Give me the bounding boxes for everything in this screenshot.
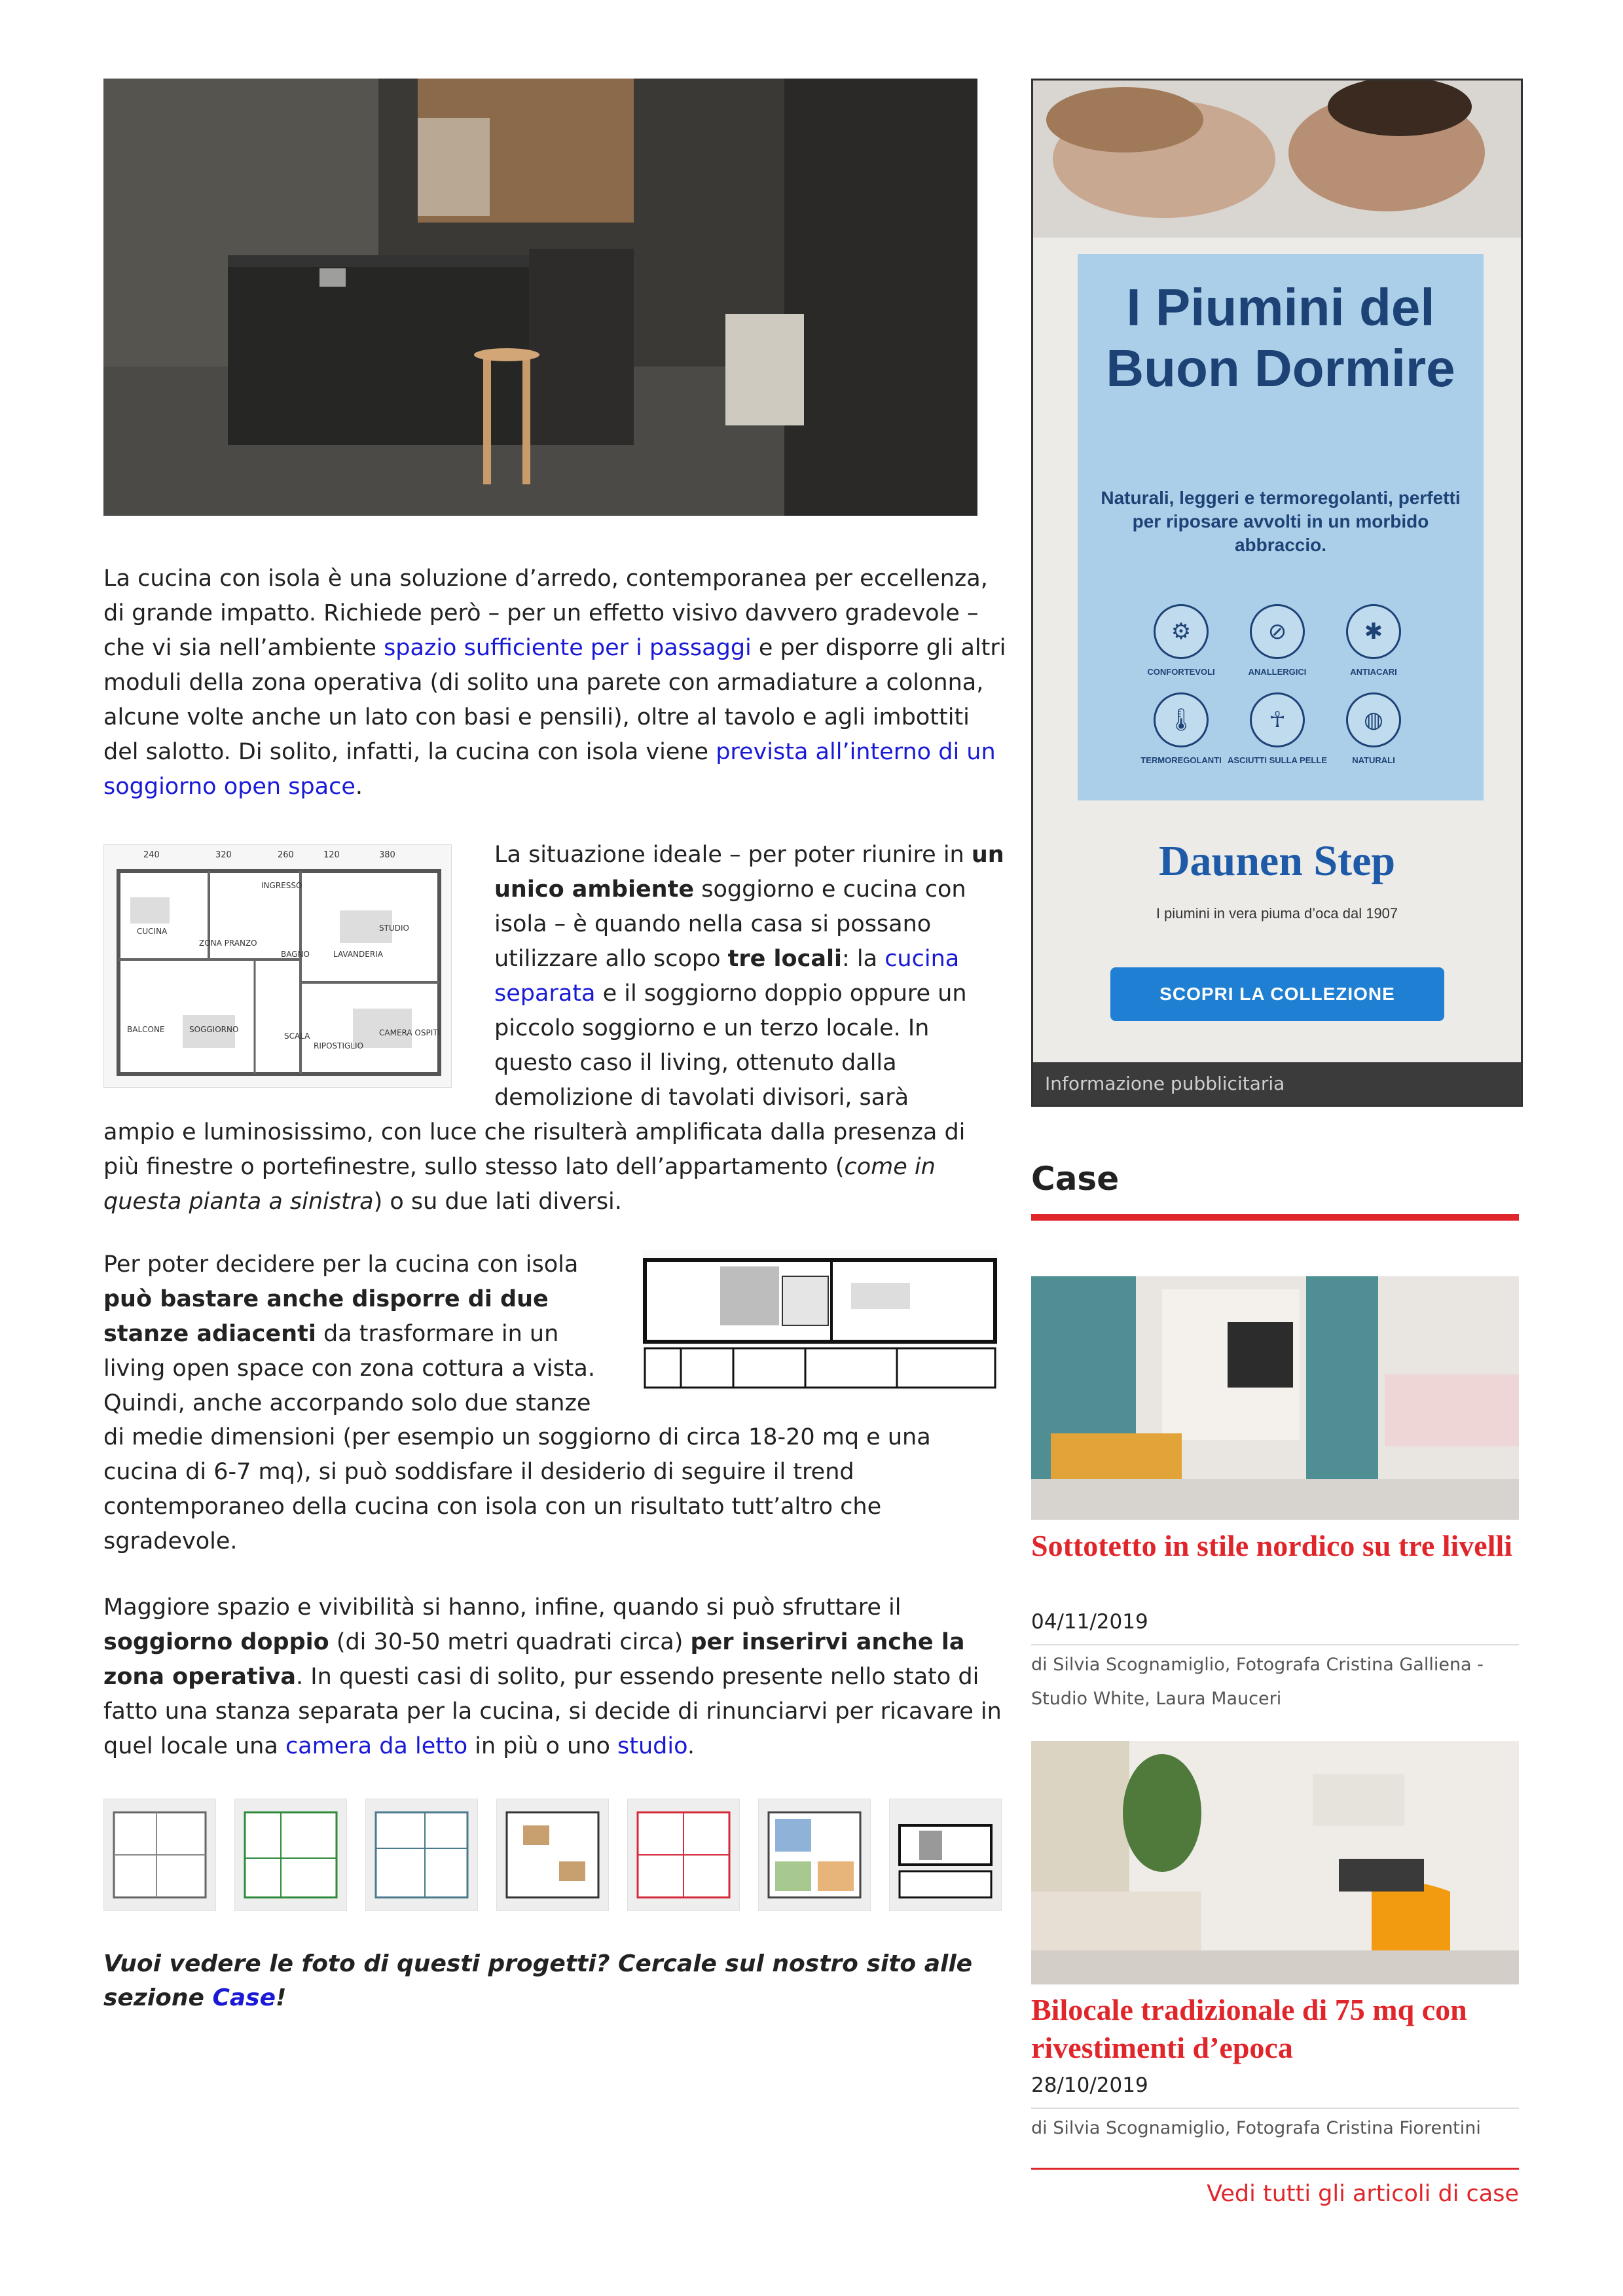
- plan-dim-2: 320: [215, 850, 232, 860]
- plan-label-scala: SCALA: [284, 1031, 310, 1041]
- cta-case-section: [103, 1947, 1007, 2015]
- card-2-divider: [1031, 2108, 1519, 2109]
- plan-label-balcone: BALCONE: [127, 1025, 165, 1034]
- person-icon: ☥: [1250, 692, 1305, 747]
- card-2-image[interactable]: [1031, 1741, 1519, 1984]
- kitchen-illustration: [103, 79, 977, 516]
- paragraph-4-text-e: .: [687, 1733, 695, 1759]
- link-spazio-passaggi[interactable]: spazio sufficiente per i passaggi: [384, 635, 752, 661]
- link-soggiorno-open-space[interactable]: prevista all’interno di un soggiorno open space: [103, 739, 996, 800]
- ad-feature-1: [1129, 604, 1233, 677]
- plan-label-zona-pranzo: ZONA PRANZO: [199, 939, 257, 948]
- ad-feature-6: [1321, 692, 1426, 766]
- plan-dim-3: 260: [278, 850, 294, 860]
- plan-dim-1: 240: [143, 850, 160, 860]
- ad-feature-label: ANALLERGICI: [1248, 667, 1307, 677]
- section-divider: [1031, 1214, 1519, 1221]
- ad-feature-label: NATURALI: [1352, 755, 1395, 765]
- gallery-thumb-1[interactable]: [103, 1799, 216, 1911]
- gear-icon: ⚙: [1154, 604, 1209, 659]
- ad-title: I Piumini del Buon Dormire: [1106, 278, 1455, 397]
- scopri-collezione-button[interactable]: SCOPRI LA COLLEZIONE: [1110, 967, 1444, 1021]
- paragraph-2-text-f: ) o su due lati diversi.: [373, 1189, 622, 1215]
- hero-kitchen-image: [103, 79, 977, 516]
- paragraph-3: [103, 1247, 621, 1421]
- ad-feature-3: [1321, 604, 1426, 677]
- plan-label-studio: STUDIO: [379, 924, 409, 933]
- cta-text-b: !: [276, 1984, 287, 2011]
- link-camera-da-letto[interactable]: camera da letto: [285, 1733, 468, 1759]
- card-1-image[interactable]: [1031, 1276, 1519, 1520]
- paragraph-3-text-b: da trasformare in un living open space con zona cottura a vista. Quindi, anche accorpando solo due stanze: [103, 1321, 595, 1416]
- plan-label-cucina: CUCINA: [137, 927, 168, 936]
- card-2-date: 28/10/2019: [1031, 2073, 1148, 2097]
- ad-feature-label: ASCIUTTI SULLA PELLE: [1228, 755, 1327, 765]
- card-2-byline: di Silvia Scognamiglio, Fotografa Cristina Fiorentini: [1031, 2118, 1481, 2138]
- plan-label-ripostiglio: RIPOSTIGLIO: [314, 1041, 364, 1050]
- paragraph-4-text-d: in più o uno: [467, 1733, 617, 1759]
- paragraph-3-text-a: Per poter decidere per la cucina con isola: [103, 1251, 579, 1278]
- paragraph-3-text-c: di medie dimensioni (per esempio un soggiorno di circa 18-20 mq e una cucina di 6-7 mq), si può soddisfare il desiderio di seguire il trend contemporaneo della cucina con isola con un risultato tutt’altro che sgradevole.: [103, 1424, 931, 1554]
- gallery-thumb-2[interactable]: [234, 1799, 347, 1911]
- paragraph-2-bold-b: tre locali: [727, 946, 842, 972]
- ad-feature-label: CONFORTEVOLI: [1147, 667, 1215, 677]
- thermometer-icon: 🌡: [1154, 692, 1209, 747]
- paragraph-4-bold-a: soggiorno doppio: [103, 1629, 329, 1655]
- cta-text-a: Vuoi vedere le foto di questi progetti? Cercale sul nostro sito alle sezione: [103, 1950, 973, 2011]
- gallery-thumb-4[interactable]: [496, 1799, 609, 1911]
- paragraph-2-text-d: e il soggiorno doppio oppure un piccolo soggiorno e un terzo locale. In questo caso il living, ottenuto dalla demolizione di tavolati divisori, sarà: [494, 980, 967, 1111]
- living-room-photo: [1031, 1276, 1519, 1520]
- see-all-case-link[interactable]: Vedi tutti gli articoli di case: [1207, 2181, 1519, 2207]
- ad-brand-logo: Daunen Step: [1158, 837, 1396, 885]
- card-1-date: 04/11/2019: [1031, 1610, 1148, 1634]
- thumb-plan-icon: [759, 1799, 870, 1910]
- paragraph-2-text-e: ampio e luminosissimo, con luce che risulterà amplificata dalla presenza di più finestre o portefinestre, sullo stesso lato dell’appartamento (: [103, 1119, 966, 1180]
- paragraph-1-text-b: e per disporre gli altri moduli della zona operativa (di solito una parete con armadiature a colonna, alcune volte anche un lato con basi e pensili), oltre al tavolo e agli imbottiti del salotto. Di solito, infatti, la cucina con isola viene: [103, 635, 1006, 765]
- paragraph-2-bold-a: un unico ambiente: [494, 842, 1004, 903]
- card-2-title[interactable]: Bilocale tradizionale di 75 mq con rivestimenti d’epoca: [1031, 1993, 1467, 2064]
- ad-feature-2: [1225, 604, 1330, 677]
- paragraph-2-text-b: soggiorno e cucina con isola – è quando nella casa si possano utilizzare allo scopo: [494, 876, 966, 972]
- paragraph-4-text-b: (di 30-50 metri quadrati circa): [329, 1629, 691, 1655]
- paragraph-1-text-a: La cucina con isola è una soluzione d’arredo, contemporanea per eccellenza, di grande impatto. Richiede però – per un effetto visivo davvero gradevole – che vi sia nell’ambiente: [103, 565, 988, 661]
- card-1-byline: di Silvia Scognamiglio, Fotografa Cristina Galliena - Studio White, Laura Mauceri: [1031, 1655, 1484, 1709]
- gallery-thumb-5[interactable]: [627, 1799, 740, 1911]
- paragraph-4-text-a: Maggiore spazio e vivibilità si hanno, infine, quando si può sfruttare il: [103, 1594, 902, 1621]
- paragraph-3-bold: può bastare anche disporre di due stanze adiacenti: [103, 1286, 549, 1347]
- paragraph-1-text-c: .: [355, 774, 363, 800]
- paragraph-4: [103, 1590, 1007, 1764]
- ad-subtitle: Naturali, leggeri e termoregolanti, perfetti per riposare avvolti in un morbido abbraccio.: [1101, 488, 1461, 555]
- paragraph-1: [103, 562, 1007, 804]
- plan-dim-4: 120: [323, 850, 340, 860]
- ad-tagline: I piumini in vera piuma d’oca dal 1907: [1156, 905, 1398, 922]
- thumb-plan-icon: [104, 1799, 215, 1910]
- ad-disclosure: Informazione pubblicitaria: [1033, 1062, 1521, 1105]
- gallery-thumb-7[interactable]: [889, 1799, 1002, 1911]
- card-1-title[interactable]: Sottotetto in stile nordico su tre livelli: [1031, 1529, 1513, 1562]
- plan-dim-5: 380: [379, 850, 395, 860]
- ad-feature-5: [1225, 692, 1330, 766]
- advertisement-banner[interactable]: [1031, 79, 1523, 1107]
- plan-label-bagno: BAGNO: [281, 950, 310, 959]
- thumb-plan-icon: [366, 1799, 477, 1910]
- no-allergen-icon: ⊘: [1250, 604, 1305, 659]
- gallery-thumb-6[interactable]: [758, 1799, 871, 1911]
- paragraph-2-text-a: La situazione ideale – per poter riunire in: [494, 842, 972, 868]
- link-cucina-separata[interactable]: cucina separata: [494, 946, 960, 1007]
- sidebar-bottom-divider: [1031, 2168, 1519, 2170]
- thumb-plan-icon: [497, 1799, 608, 1910]
- paragraph-4-bold-b: per inserirvi anche la zona operativa: [103, 1629, 965, 1690]
- ad-feature-label: ANTIACARI: [1350, 667, 1397, 677]
- paragraph-2-continued: [103, 1115, 1007, 1219]
- globe-icon: ◍: [1346, 692, 1401, 747]
- card-1-divider: [1031, 1644, 1519, 1645]
- plan-label-soggiorno: SOGGIORNO: [189, 1025, 239, 1034]
- thumb-plan-icon: [628, 1799, 739, 1910]
- thumb-plan-icon: [235, 1799, 346, 1910]
- ad-feature-label: TERMOREGOLANTI: [1140, 755, 1222, 765]
- bug-icon: ✱: [1346, 604, 1401, 659]
- floor-plan-gallery: [103, 1799, 1002, 1913]
- gallery-thumb-3[interactable]: [365, 1799, 478, 1911]
- plan-label-ingresso: INGRESSO: [261, 881, 302, 890]
- paragraph-2-italic: come in questa pianta a sinistra: [103, 1154, 936, 1215]
- plan-label-camera-ospiti: CAMERA OSPITI: [379, 1028, 441, 1037]
- thumb-plan-icon: [890, 1799, 1001, 1910]
- paragraph-4-text-c: . In questi casi di solito, pur essendo presente nello stato di fatto una stanza separata per la cucina, si decide di rinunciarvi per ricavare in quel locale una: [103, 1664, 1002, 1759]
- ad-feature-4: [1129, 692, 1233, 766]
- sidebar-section-title: Case: [1031, 1160, 1120, 1198]
- floor-plan-image-2[interactable]: [642, 1250, 998, 1391]
- floor-plan-drawing-2: [642, 1250, 998, 1391]
- paragraph-2: [494, 838, 1005, 1115]
- link-case[interactable]: Case: [212, 1984, 276, 2011]
- paragraph-2-text-c: : la: [841, 946, 885, 972]
- living-room-photo: [1031, 1741, 1519, 1984]
- floor-plan-image-1[interactable]: [103, 844, 452, 1088]
- plan-label-lavanderia: LAVANDERIA: [333, 950, 383, 959]
- paragraph-3-continued: [103, 1420, 1007, 1559]
- link-studio[interactable]: studio: [617, 1733, 687, 1759]
